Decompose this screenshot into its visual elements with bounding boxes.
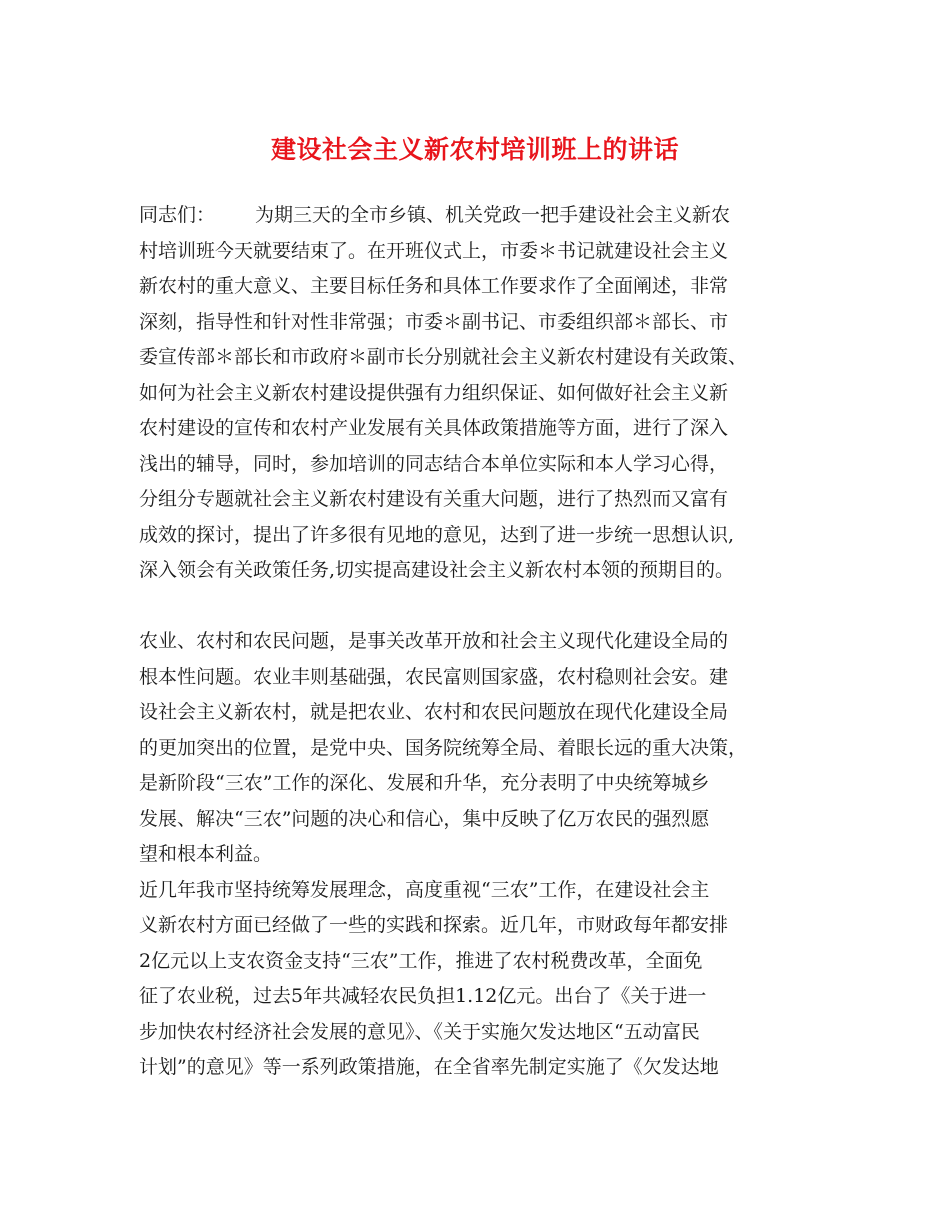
paragraph-2-line-7: 望和根本利益。 — [139, 843, 273, 865]
paragraph-1-line-4: 深刻，指导性和针对性非常强；市委＊副书记、市委组织部＊部长、市 — [139, 310, 729, 333]
paragraph-1-line-11: 深入领会有关政策任务,切实提高建设社会主义新农村本领的预期目的。 — [139, 559, 735, 581]
paragraph-1-line-5: 委宣传部＊部长和市政府＊副市长分别就社会主义新农村建设有关政策、 — [139, 346, 748, 368]
paragraph-2-line-5: 是新阶段“三农”工作的深化、发展和升华，充分表明了中央统筹城乡 — [139, 772, 710, 794]
paragraph-1-line-7: 农村建设的宣传和农村产业发展有关具体政策措施等方面，进行了深入 — [139, 417, 729, 439]
paragraph-1-text: 为期三天的全市乡镇、机关党政一把手建设社会主义新农 — [255, 204, 731, 226]
paragraph-3-line-6: 计划”的意见》等一系列政策措施，在全省率先制定实施了《欠发达地 — [139, 1056, 719, 1078]
document-title: 建设社会主义新农村培训班上的讲话 — [270, 135, 679, 164]
salutation: 同志们： — [139, 204, 216, 226]
paragraph-1-line-3: 新农村的重大意义、主要目标任务和具体工作要求作了全面阐述，非常 — [139, 275, 729, 297]
paragraph-2-line-6: 发展、解决“三农”问题的决心和信心，集中反映了亿万农民的强烈愿 — [139, 807, 710, 830]
paragraph-2-line-1: 农业、农村和农民问题，是事关改革开放和社会主义现代化建设全局的 — [139, 630, 729, 652]
paragraph-1-line-8: 浅出的辅导，同时，参加培训的同志结合本单位实际和本人学习心得， — [139, 452, 729, 475]
paragraph-3-line-5: 步加快农村经济社会发展的意见》、《关于实施欠发达地区“五动富民 — [139, 1020, 700, 1043]
paragraph-2-line-4: 的更加突出的位置，是党中央、国务院统筹全局、着眼长远的重大决策， — [139, 736, 748, 759]
paragraph-1-line-2: 村培训班今天就要结束了。在开班仪式上，市委＊书记就建设社会主义 — [139, 239, 729, 262]
paragraph-1-line-10: 成效的探讨，提出了许多很有见地的意见，达到了进一步统一思想认识, — [139, 523, 735, 546]
paragraph-3-line-1: 近几年我市坚持统筹发展理念，高度重视“三农”工作，在建设社会主 — [139, 878, 710, 901]
document-body — [139, 198, 819, 1086]
paragraph-1-line-1 — [139, 198, 819, 234]
paragraph-2-line-2: 根本性问题。农业丰则基础强，农民富则国家盛，农村稳则社会安。建 — [139, 665, 729, 688]
paragraph-3-line-2: 义新农村方面已经做了一些的实践和探索。近几年，市财政每年都安排 — [139, 914, 729, 936]
paragraph-1-line-6: 如何为社会主义新农村建设提供强有力组织保证、如何做好社会主义新 — [139, 381, 729, 404]
paragraph-3-line-4: 征了农业税，过去5年共减轻农民负担1.12亿元。出台了《关于进一 — [139, 985, 707, 1007]
paragraph-spacer — [139, 589, 819, 625]
paragraph-1-line-9: 分组分专题就社会主义新农村建设有关重大问题，进行了热烈而又富有 — [139, 488, 729, 510]
paragraph-2-line-3: 设社会主义新农村，就是把农业、农村和农民问题放在现代化建设全局 — [139, 701, 729, 723]
paragraph-3-line-3: 2亿元以上支农资金支持“三农”工作，推进了农村税费改革，全面免 — [139, 949, 703, 972]
